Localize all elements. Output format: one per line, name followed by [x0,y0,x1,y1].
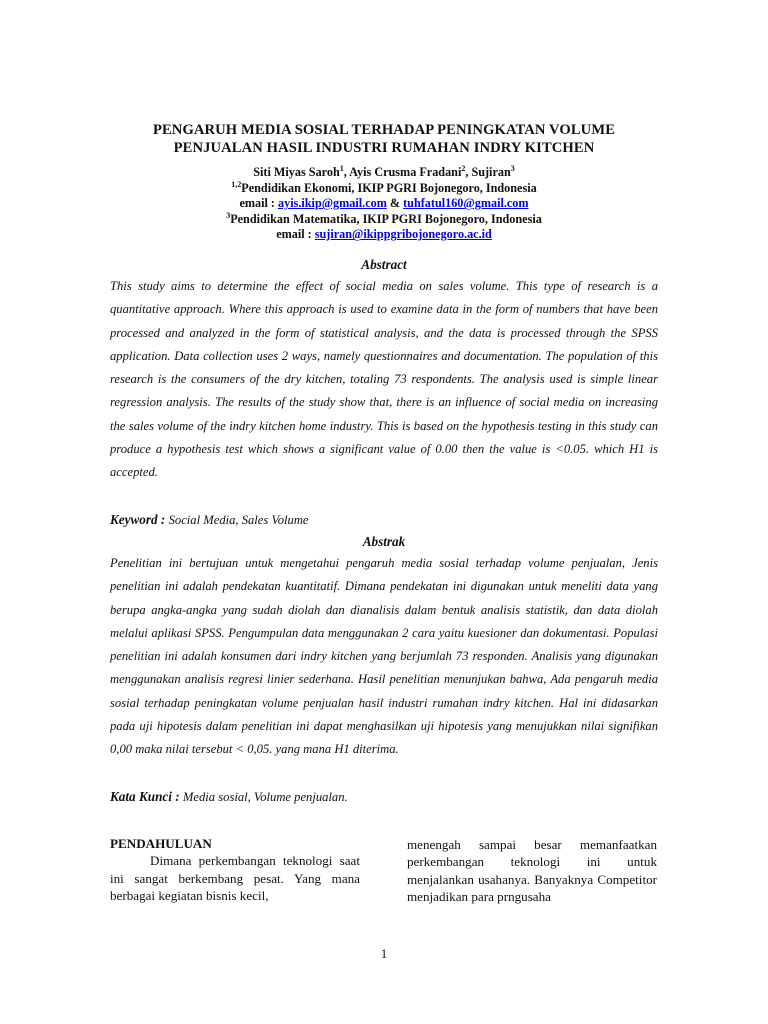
email-line-1 [100,196,668,212]
kata-kunci-label: Kata Kunci : [110,789,183,804]
author-separator: , [343,165,350,179]
affiliation-1 [100,181,668,197]
intro-right-column [407,836,657,906]
abstrak-heading: Abstrak [362,534,406,549]
kata-kunci-line [110,789,658,805]
email-link-2[interactable]: tuhfatul160@gmail.com [403,196,529,211]
intro-left-column [110,835,360,905]
author-separator: , [465,165,472,179]
email-label: email : [239,196,279,211]
author-name-1: Siti Miyas Saroh [253,165,340,179]
affiliation-2 [100,212,668,228]
affiliation-sup-1: 1,2 [231,179,242,189]
abstrak-body: Penelitian ini bertujuan untuk mengetahui pengaruh media sosial terhadap volume penjualan, Jenis penelitian ini adalah pendekatan kuantitatif. Dimana pendekatan ini digunakan untuk meneliti data yang berupa angka-angka yang sudah diolah dan dianalisis dalam bentuk analisis statistik, dan data diolah melalui aplikasi SPSS. Pengumpulan data menggunakan 2 cara yaitu kuesioner dan dokumentasi. Populasi penelitian ini adalah konsumen dari indry kitchen yang berjumlah 73 responden. Analisis yang digunakan menggunakan analisis regresi linier sederhana. Hasil penelitian menunjukan bahwa, Ada pengaruh media sosial terhadap peningkatan volume penjualan hasil industri rumahan indry kitchen. Hal ini didasarkan pada uji hipotesis dalam penelitian ini dapat menghasilkan uji hipotesis yang menujukkan nilai signifikan 0,00 maka nilai tersebut < 0,05. yang mana H1 diterima. [110,556,658,757]
email-link-1[interactable]: ayis.ikip@gmail.com [278,196,387,211]
abstract-body: This study aims to determine the effect of social media on sales volume. This type of research is a quantitative approach. Where this approach is used to examine data in the form of numbers that have been processed and analyzed in the form of statistical analysis, and the data is processed through the SPSS application. Data collection uses 2 ways, namely questionnaires and documentation. The population of this research is the consumers of the dry kitchen, totaling 73 respondents. The analysis used is simple linear regression analysis. The results of the study show that, there is an influence of social media on increasing the sales volume of the indry kitchen home industry. This is based on the hypothesis testing in this study can produce a hypothesis test which shows a significant value of 0.00 then the value is <0.05. which H1 is accepted. [110,279,658,480]
author-block [100,165,668,243]
intro-right-text: menengah sampai besar memanfaatkan perkembangan teknologi ini untuk menjalankan usahanya. Banyaknya Competitor menjadikan para prngusaha [407,837,657,905]
email-line-2 [100,227,668,243]
affiliation-text-1: Pendidikan Ekonomi, IKIP PGRI Bojonegoro, Indonesia [241,180,537,195]
author-name-2: Ayis Crusma Fradani [349,165,462,179]
affiliation-sup-2: 3 [226,210,231,220]
intro-left-text: Dimana perkembangan teknologi saat ini sangat berkembang pesat. Yang mana berbagai kegiatan bisnis kecil, [110,853,360,904]
author-sup-3: 3 [510,163,515,173]
paper-title [100,121,668,157]
email-label: email : [276,227,315,242]
keyword-label: Keyword : [110,512,169,527]
intro-heading: PENDAHULUAN [110,836,212,851]
affiliation-text-2: Pendidikan Matematika, IKIP PGRI Bojonegoro, Indonesia [230,211,542,226]
keyword-line [110,512,658,528]
title-line-1: PENGARUH MEDIA SOSIAL TERHADAP PENINGKATAN VOLUME [152,122,616,138]
email-join: & [386,196,404,211]
author-sup-1: 1 [339,163,344,173]
kata-kunci-value: Media sosial, Volume penjualan. [182,790,348,804]
keyword-value: Social Media, Sales Volume [168,513,309,527]
email-link-3[interactable]: sujiran@ikippgribojonegoro.ac.id [314,227,492,242]
author-line [100,165,668,181]
page-number: 1 [380,946,388,961]
author-name-3: Sujiran [471,165,511,179]
title-line-2: PENJUALAN HASIL INDUSTRI RUMAHAN INDRY KITCHEN [173,140,595,156]
author-sup-2: 2 [461,163,466,173]
abstract-heading: Abstract [361,257,407,272]
